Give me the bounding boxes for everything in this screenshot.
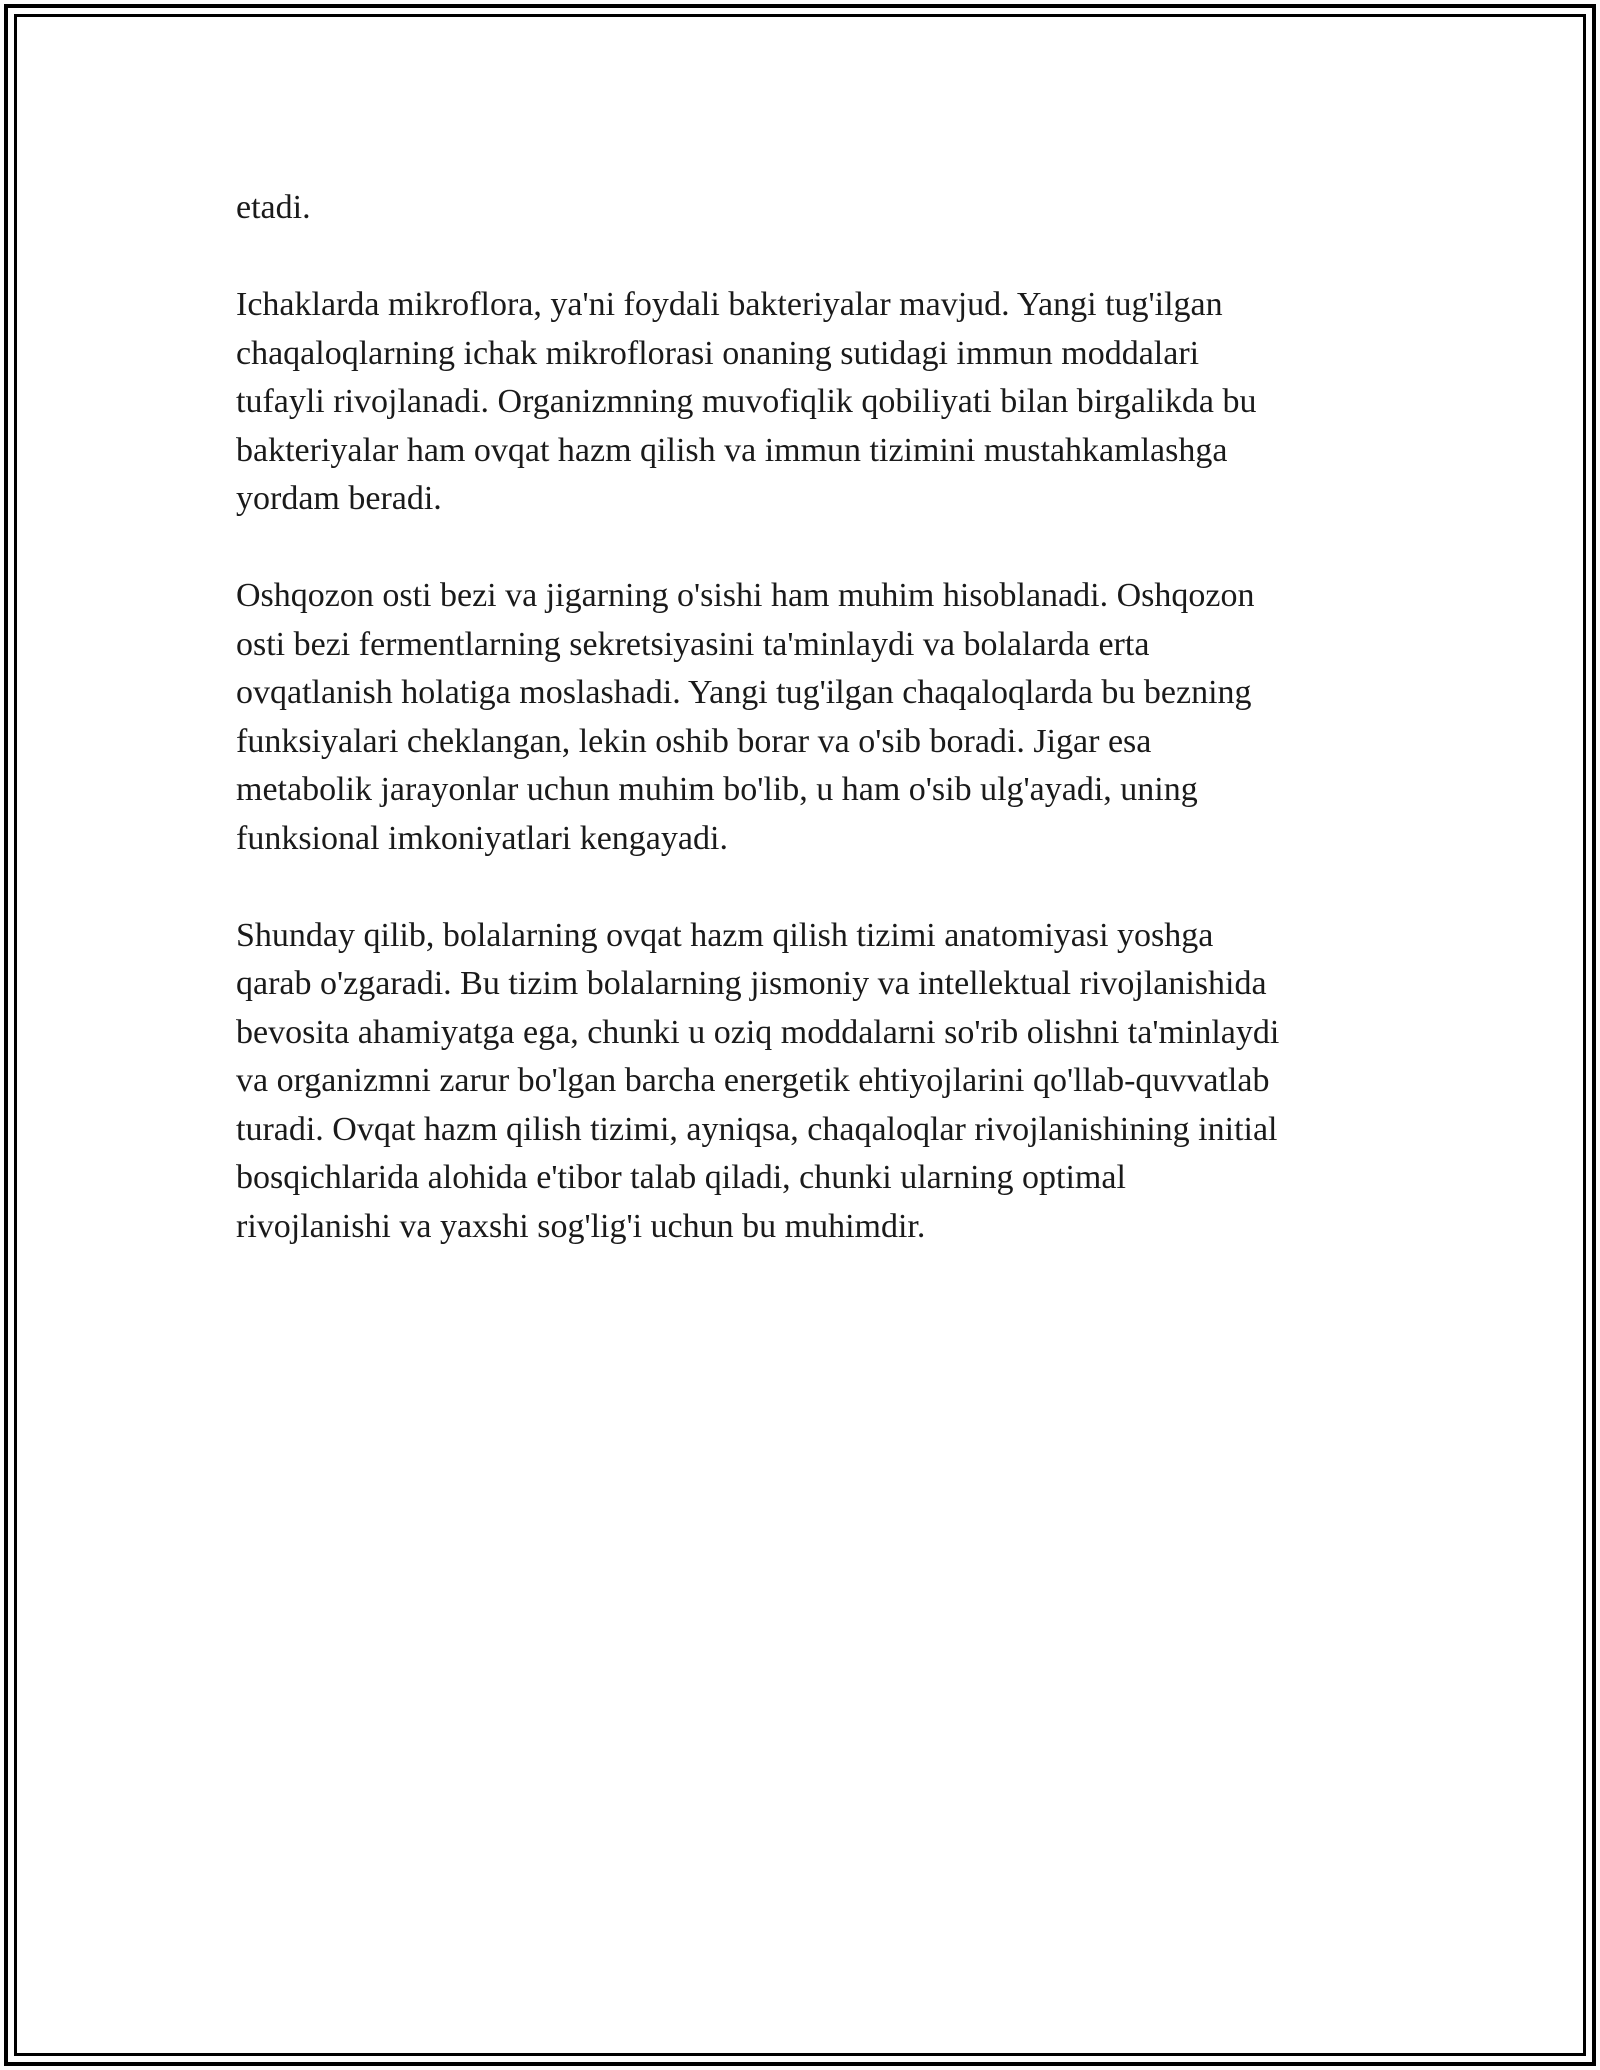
document-body [236,184,1376,1300]
paragraph-pancreas-liver: Oshqozon osti bezi va jigarning o'sishi ham muhim hisoblanadi. Oshqozon osti bezi fermentlarning sekretsiyasini ta'minlaydi va bolalarda erta ovqatlanish holatiga moslashadi. Yangi tug'ilgan chaqaloqlarda bu bezning funksiyalari cheklangan, lekin oshib borar va o'sib boradi. Jigar esa metabolik jarayonlar uchun muhim bo'lib, u ham o'sib ulg'ayadi, uning funksional imkoniyatlari kengayadi. [236,577,1255,857]
paragraph-intestinal-microflora: Ichaklarda mikroflora, ya'ni foydali bakteriyalar mavjud. Yangi tug'ilgan chaqaloqlarning ichak mikroflorasi onaning sutidagi immun moddalari tufayli rivojlanadi. Organizmning muvofiqlik qobiliyati bilan birgalikda bu bakteriyalar ham ovqat hazm qilish va immun tizimini mustahkamlashga yordam beradi. [236,286,1257,517]
paragraph-continuation: etadi. [236,189,311,226]
paragraph-conclusion: Shunday qilib, bolalarning ovqat hazm qilish tizimi anatomiyasi yoshga qarab o'zgaradi. Bu tizim bolalarning jismoniy va intellektual rivojlanishida bevosita ahamiyatga ega, chunki u oziq moddalarni so'rib olishni ta'minlaydi va organizmni zarur bo'lgan barcha energetik ehtiyojlarini qo'llab-quvvatlab turadi. Ovqat hazm qilish tizimi, ayniqsa, chaqaloqlar rivojlanishining initial bosqichlarida alohida e'tibor talab qiladi, chunki ularning optimal rivojlanishi va yaxshi sog'lig'i uchun bu muhimdir. [236,916,1280,1245]
